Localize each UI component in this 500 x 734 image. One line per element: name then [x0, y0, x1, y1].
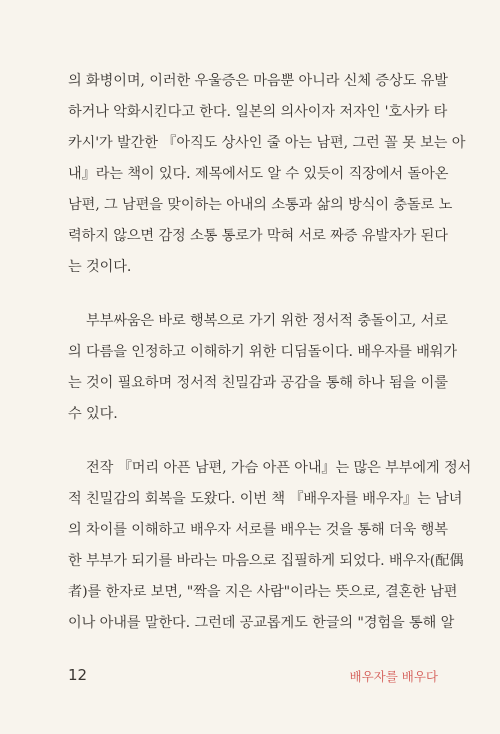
text-line: 의 다름을 인정하고 이해하기 위한 디딤돌이다. 배우자를 배워가 [68, 344, 458, 360]
text-line: 수 있다. [68, 406, 118, 422]
running-title: 배우자를 배우다 [349, 669, 438, 684]
body-text [68, 66, 472, 639]
text-line: 하거나 악화시킨다고 한다. 일본의 의사이자 저자인 '호사카 타 [68, 104, 448, 120]
text-line: 는 것이다. [68, 259, 132, 275]
page-number: 12 [68, 666, 88, 684]
text-line: 의 차이를 이해하고 배우자 서로를 배우는 것을 통해 더욱 행복 [68, 522, 448, 538]
paragraph-1 [68, 66, 466, 283]
text-line: 는 것이 필요하며 정서적 친밀감과 공감을 통해 하나 됨을 이룰 [68, 375, 448, 391]
paragraph-3 [68, 453, 472, 639]
text-line: 者)를 한자로 보면, "짝을 지은 사람"이라는 뜻으로, 결혼한 남편 [68, 584, 458, 600]
paragraph-spacer [68, 283, 440, 306]
text-line: 남편, 그 남편을 맞이하는 아내의 소통과 삶의 방식이 충돌로 노 [68, 197, 453, 213]
text-line: 이나 아내를 말한다. 그런데 공교롭게도 한글의 "경험을 통해 알 [68, 615, 455, 631]
page-footer [68, 666, 438, 686]
text-line: 부부싸움은 바로 행복으로 가기 위한 정서적 충돌이고, 서로 [86, 313, 448, 329]
paragraph-2 [68, 306, 458, 430]
text-line: 내』라는 책이 있다. 제목에서도 알 수 있듯이 직장에서 돌아온 [68, 166, 449, 182]
paragraph-spacer [68, 430, 440, 453]
text-line: 적 친밀감의 회복을 도왔다. 이번 책 『배우자를 배우자』는 남녀 [68, 491, 463, 507]
text-line: 한 부부가 되기를 바라는 마음으로 집필하게 되었다. 배우자(配偶 [68, 553, 464, 569]
text-line: 카시'가 발간한 『아직도 상사인 줄 아는 남편, 그런 꼴 못 보는 아 [68, 135, 466, 151]
text-line: 전작 『머리 아픈 남편, 가슴 아픈 아내』는 많은 부부에게 정서 [86, 460, 472, 476]
text-line: 의 화병이며, 이러한 우울증은 마음뿐 아니라 신체 증상도 유발 [68, 73, 448, 89]
text-line: 력하지 않으면 감정 소통 통로가 막혀 서로 짜증 유발자가 된다 [68, 228, 448, 244]
